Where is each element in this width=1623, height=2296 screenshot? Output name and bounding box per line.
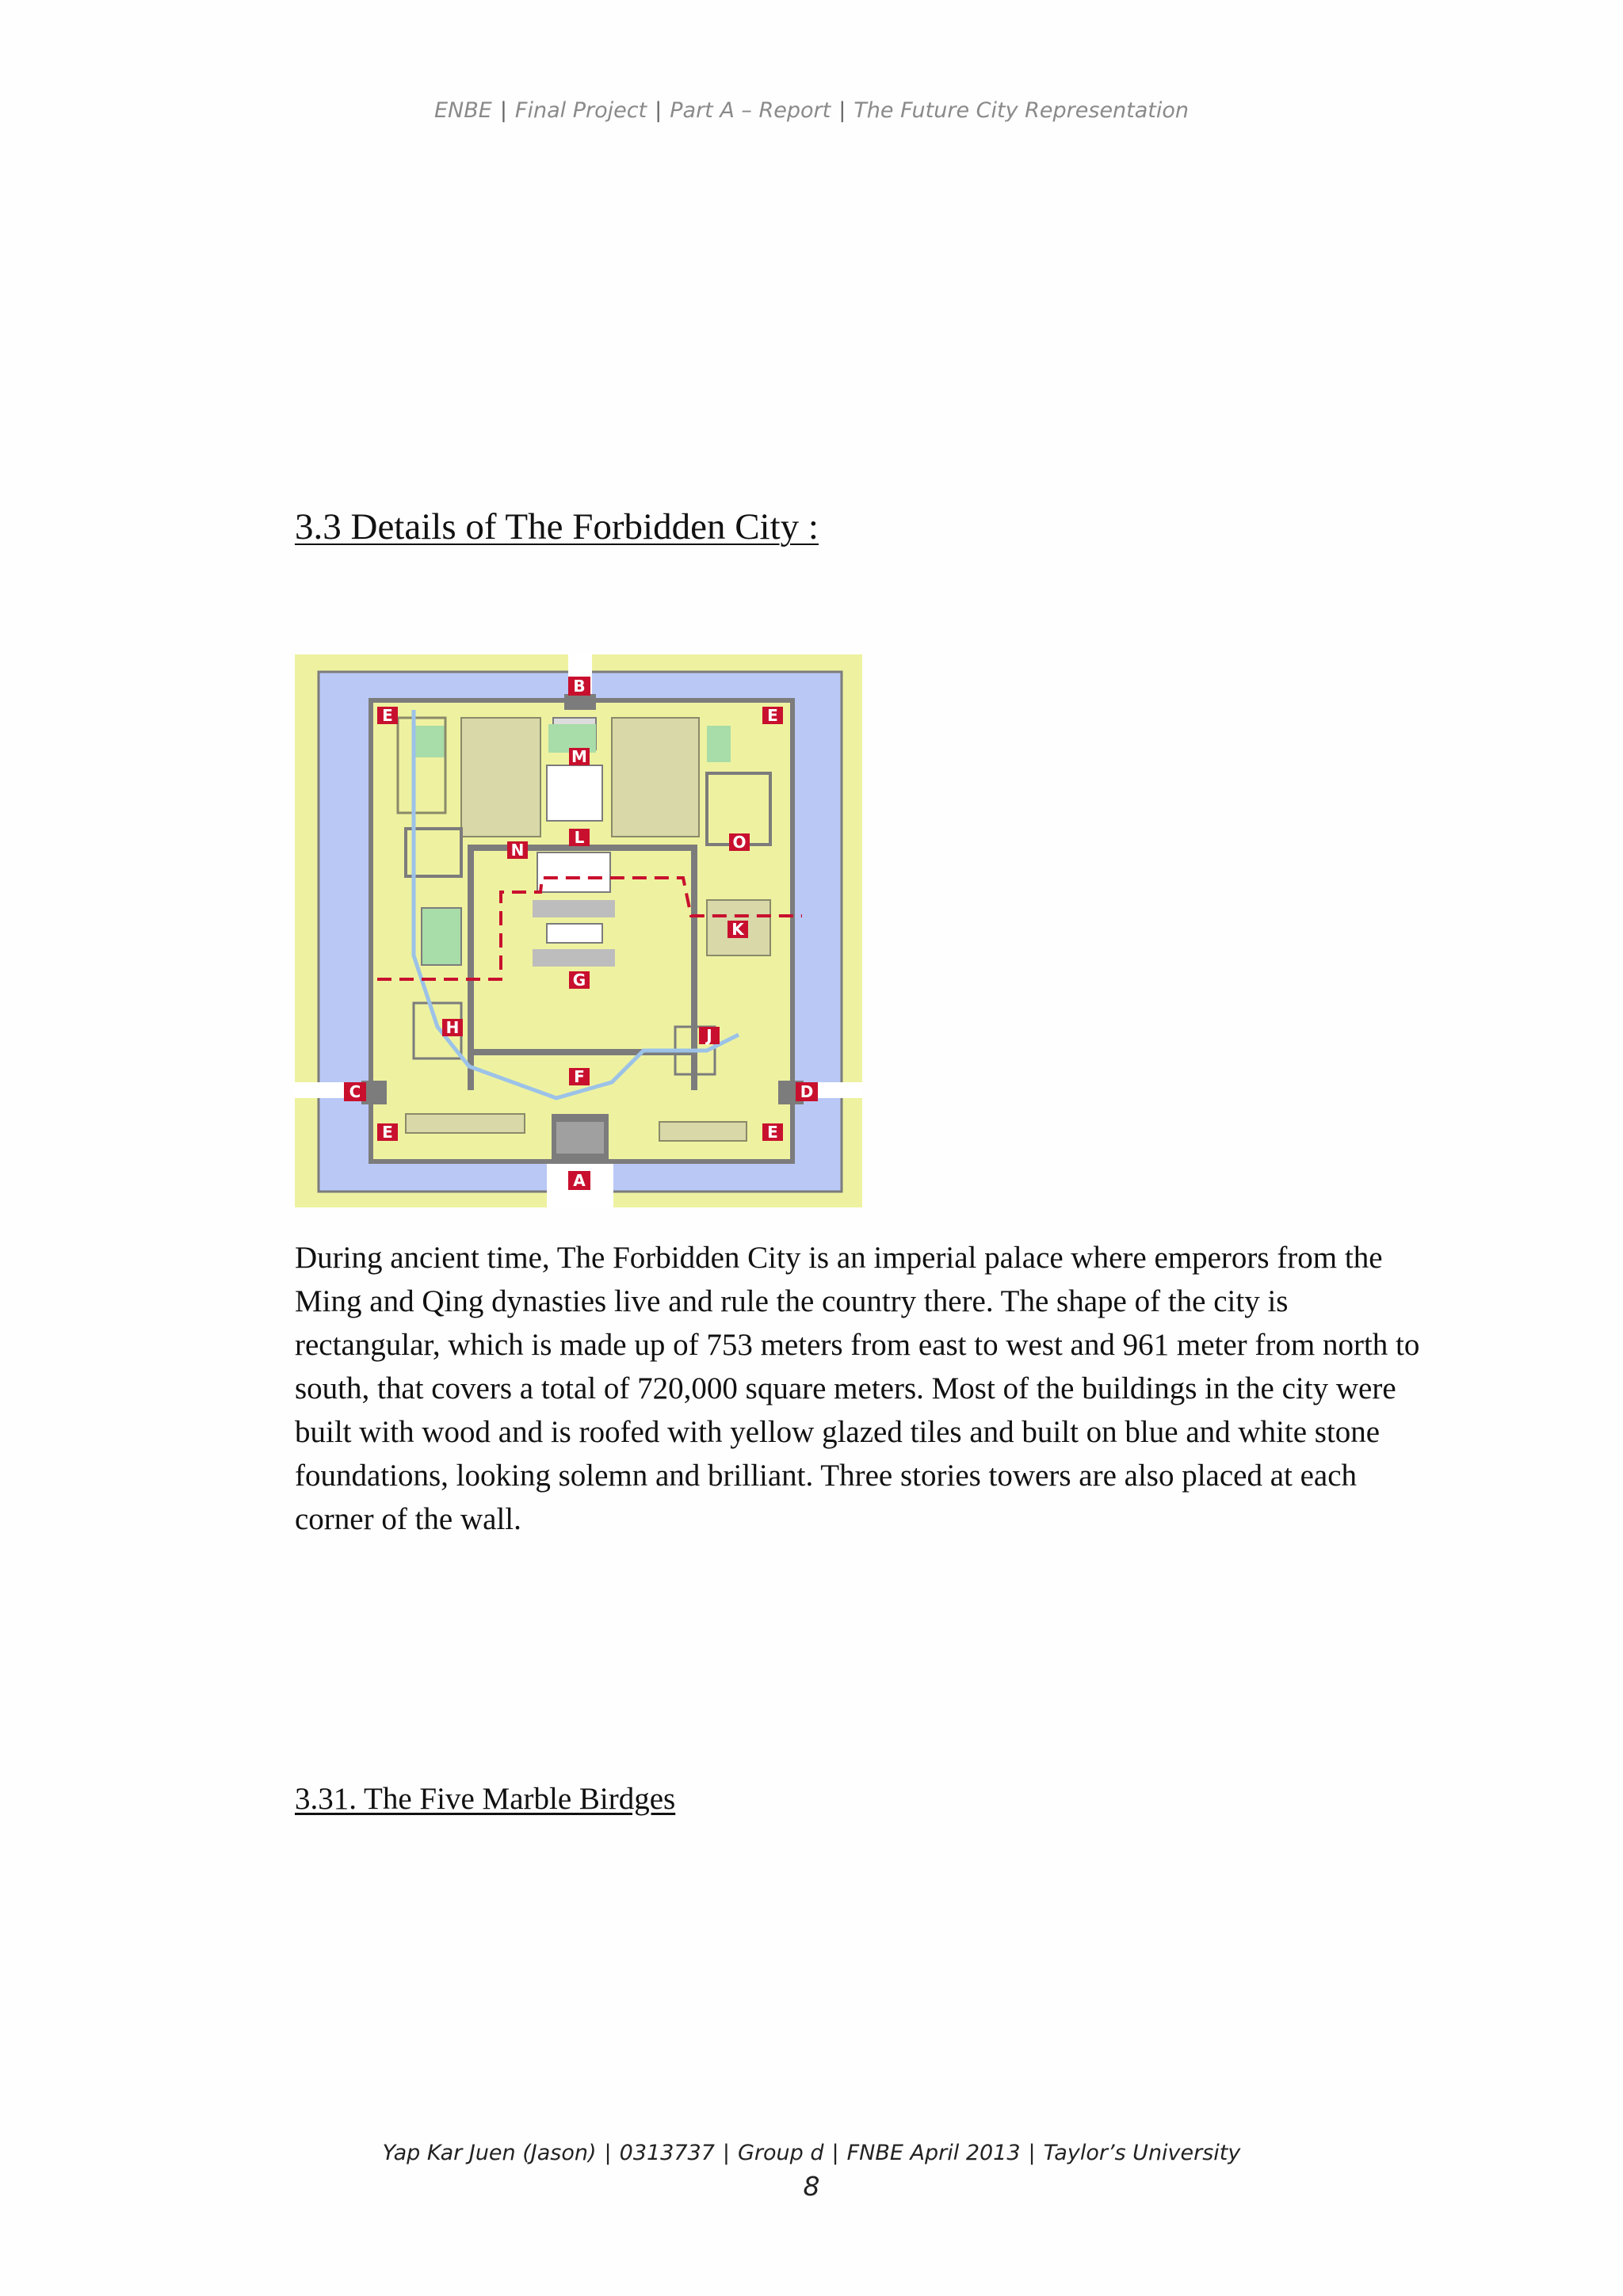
page-number: 8 [803,2171,820,2202]
map-hall-l [547,765,602,821]
header-separator: | [499,98,507,123]
map-north-gate [564,694,596,710]
map-label-text: L [574,828,585,847]
footer-intake: FNBE April 2013 [846,2141,1021,2165]
footer-group: Group d [738,2141,824,2165]
map-label-text: E [382,706,393,725]
header-separator: | [838,98,846,123]
map-garden [422,908,461,965]
footer-university: Taylor’s University [1043,2141,1241,2165]
map-label-text: E [767,706,778,725]
header-separator: | [655,98,663,123]
map-terrace [537,852,610,892]
map-building-block [461,718,540,837]
header-course: ENBE [433,98,492,123]
map-label-text: O [732,833,747,852]
map-label-text: H [445,1018,460,1037]
footer-separator: | [1028,2141,1036,2165]
map-building-block [612,718,699,837]
map-label-text: J [706,1026,712,1045]
map-building-block [406,1114,525,1133]
section-title: 3.3 Details of The Forbidden City : [295,506,819,547]
map-label-text: G [572,971,586,990]
map-hall-g-top [533,900,615,917]
map-label-text: B [573,677,586,696]
map-label-text: M [571,747,587,766]
footer-separator: | [722,2141,730,2165]
map-label-text: C [349,1082,361,1101]
map-meridian-gate-inner [556,1122,604,1154]
map-hall-g-bottom [533,949,615,967]
map-garden [707,726,731,762]
map-garden [414,726,445,757]
map-label-text: D [800,1082,814,1101]
footer-separator: | [604,2141,612,2165]
footer-student-id: 0313737 [619,2141,715,2165]
map-building-block [659,1122,747,1141]
map-label-text: K [731,920,744,939]
map-label-text: A [573,1171,586,1190]
header-part: Part A – Report [670,98,831,123]
body-paragraph: During ancient time, The Forbidden City is an imperial palace where emperors from the Ming and Qing dynasties live and rule the country there. The shape of the city is rectangular, which is made up of 753 meters from east to west and 961 meter from north to south, that covers a total of 720,000 square meters. Most of the buildings in the city were built with wood and is roofed with yellow glazed tiles and built on blue and white stone foundations, looking solemn and brilliant. Three stories towers are also placed at each corner of the wall. [295,1241,1420,1536]
map-label-text: E [767,1123,778,1142]
forbidden-city-map [295,654,862,1207]
subsection-title: 3.31. The Five Marble Birdges [295,1782,676,1816]
map-label-text: N [510,841,525,860]
running-footer [0,2141,1623,2165]
footer-author: Yap Kar Juen (Jason) [382,2141,597,2165]
map-hall-g-mid [547,924,602,943]
map-label-text: F [574,1067,585,1086]
map-label-text: E [382,1123,393,1142]
footer-separator: | [831,2141,839,2165]
header-project: Final Project [514,98,647,123]
header-topic: The Future City Representation [854,98,1190,123]
running-header [0,98,1623,123]
